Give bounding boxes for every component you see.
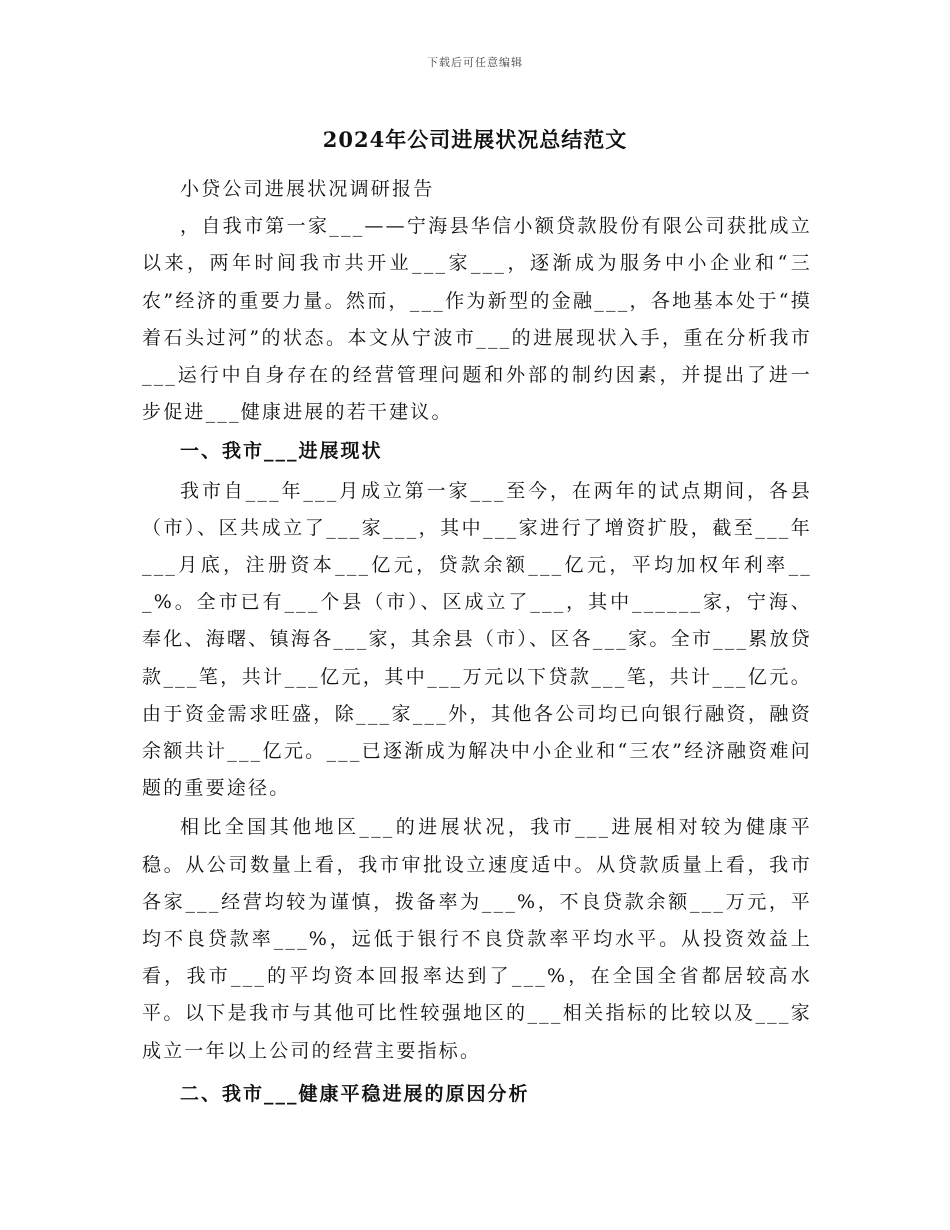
section2-heading: 二、我市___健康平稳进展的原因分析 [180, 1082, 530, 1105]
document-title: 2024年公司进展状况总结范文 [322, 127, 628, 152]
section1-paragraph-1: 我市自___年___月成立第一家___至今，在两年的试点期间，各县（市）、区共成立了___家___，其中___家进行了增资扩股，截至___年___月底，注册资本___亿元，贷款余额___亿元，平均加权年利率___%。全市已有___个县（市）、区成立了___，其中______家，宁海、奉化、海曙、镇海各___家，其余县（市）、区各___家。全市___累放贷款___笔，共计___亿元，其中___万元以下贷款___笔，共计___亿元。由于资金需求旺盛，除___家___外，其他各公司均已向银行融资，融资余额共计___亿元。___已逐渐成为解决中小企业和“三农”经济融资难问题的重要途径。 [142, 479, 812, 800]
section1-paragraph-2: 相比全国其他地区___的进展状况，我市___进展相对较为健康平稳。从公司数量上看，我市审批设立速度适中。从贷款质量上看，我市各家___经营均较为谨慎，拨备率为___%，不良贷款余额___万元，平均不良贷款率___%，远低于银行不良贷款率平均水平。从投资效益上看，我市___的平均资本回报率达到了___%，在全国全省都居较高水平。以下是我市与其他可比性较强地区的___相关指标的比较以及___家成立一年以上公司的经营主要指标。 [142, 816, 812, 1062]
intro-paragraph: ，自我市第一家___——宁海县华信小额贷款股份有限公司获批成立以来，两年时间我市共开业___家___，逐渐成为服务中小企业和“三农”经济的重要力量。然而，___作为新型的金融___，各地基本处于“摸着石头过河”的状态。本文从宁波市___的进展现状入手，重在分析我市___运行中自身存在的经营管理问题和外部的制约因素，并提出了进一步促进___健康进展的若干建议。 [142, 215, 812, 424]
section1-heading: 一、我市___进展现状 [180, 440, 383, 463]
subtitle: 小贷公司进展状况调研报告 [180, 178, 435, 200]
document-body [142, 171, 812, 1113]
header-note: 下载后可任意编辑 [427, 56, 523, 69]
